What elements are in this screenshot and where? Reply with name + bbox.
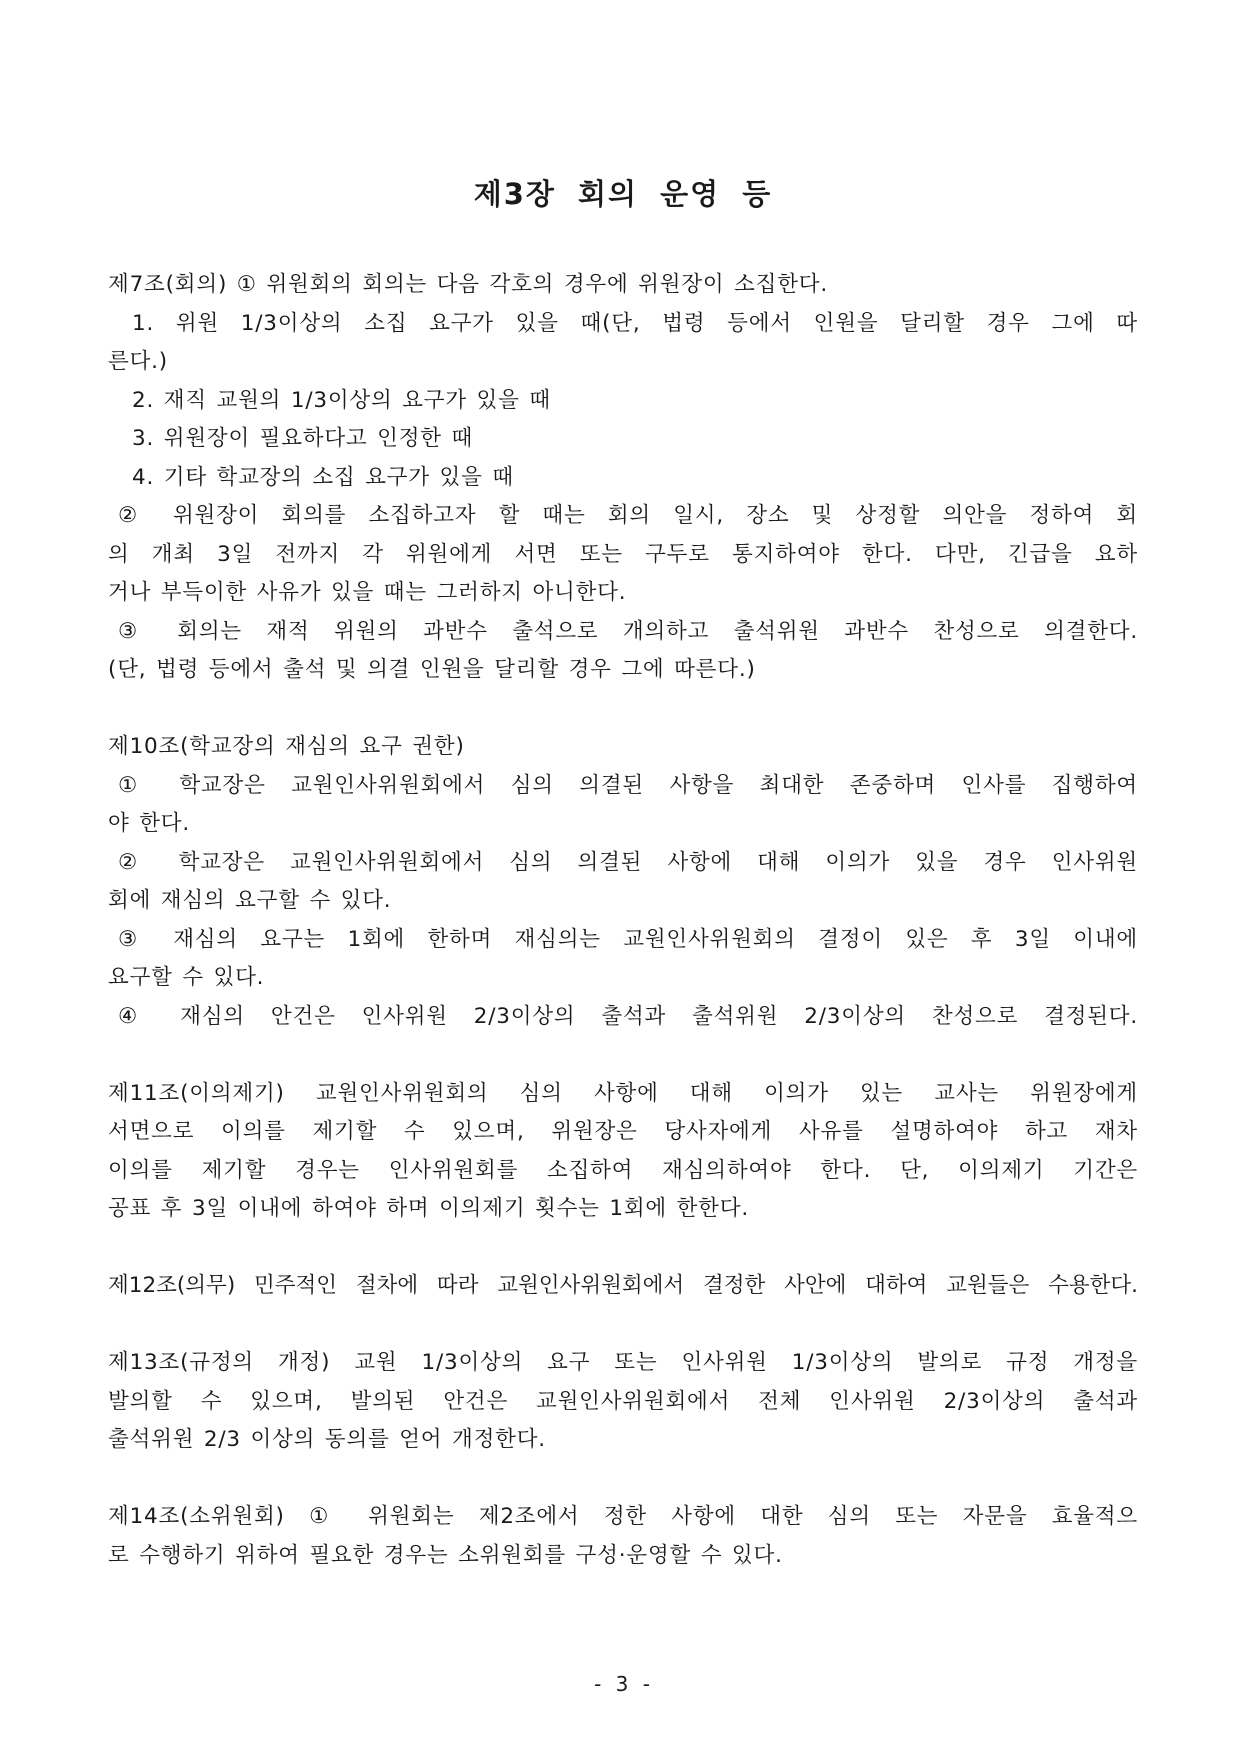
article-7-line: 3. 위원장이 필요하다고 인정한 때 [132,426,474,451]
article-7-line: 거나 부득이한 사유가 있을 때는 그러하지 아니한다. [108,580,627,605]
article-11-line: 공표 후 3일 이내에 하여야 하며 이의제기 횟수는 1회에 한한다. [108,1196,749,1221]
chapter-title: 제3장 회의 운영 등 [473,177,773,211]
article-13-line: 제13조(규정의 개정) 교원 1/3이상의 요구 또는 인사위원 1/3이상의 발의로 규정 개정을 [108,1350,1138,1375]
paragraph-gap [108,1306,1138,1345]
article-13-line: 출석위원 2/3 이상의 동의를 얻어 개정한다. [108,1427,546,1452]
paragraph-gap [108,1460,1138,1499]
article-11-line: 제11조(이의제기) 교원인사위원회의 심의 사항에 대해 이의가 있는 교사는 위원장에게 [108,1080,1138,1106]
document-body [108,266,1138,1575]
article-7-line: 2. 재직 교원의 1/3이상의 요구가 있을 때 [132,387,551,413]
article-11 [108,1075,1138,1229]
article-7-line: 4. 기타 학교장의 소집 요구가 있을 때 [132,464,514,490]
article-14-line: 로 수행하기 위하여 필요한 경우는 소위원회를 구성·운영할 수 있다. [108,1542,783,1568]
article-10-line: ④ 재심의 안건은 인사위원 2/3이상의 출석과 출석위원 2/3이상의 찬성으로 결정된다. [118,1003,1138,1029]
article-10-line: ① 학교장은 교원인사위원회에서 심의 의결된 사항을 최대한 존중하며 인사를 집행하여 [118,772,1138,798]
article-10-line: 요구할 수 있다. [108,965,265,990]
article-7-line: ③ 회의는 재적 위원의 과반수 출석으로 개의하고 출석위원 과반수 찬성으로 의결한다. [118,618,1138,644]
article-10-line: 제10조(학교장의 재심의 요구 권한) [108,734,465,759]
article-7-line: 제7조(회의) ① 위원회의 회의는 다음 각호의 경우에 위원장이 소집한다. [108,272,829,297]
article-7-line: 1. 위원 1/3이상의 소집 요구가 있을 때(단, 법령 등에서 인원을 달리할 경우 그에 따 [132,310,1138,336]
article-14 [108,1498,1138,1575]
article-14-line: 제14조(소위원회) ① 위원회는 제2조에서 정한 사항에 대한 심의 또는 자문을 효율적으 [108,1504,1138,1529]
paragraph-gap [108,690,1138,729]
article-7-line: ② 위원장이 회의를 소집하고자 할 때는 회의 일시, 장소 및 상정할 의안을 정하여 회 [118,503,1138,528]
article-10 [108,728,1138,1036]
article-12 [108,1267,1138,1306]
article-7-line: (단, 법령 등에서 출석 및 의결 인원을 달리할 경우 그에 따른다.) [108,657,756,682]
paragraph-gap [108,1036,1138,1075]
article-10-line: ③ 재심의 요구는 1회에 한하며 재심의는 교원인사위원회의 결정이 있은 후 3일 이내에 [118,926,1138,952]
article-7-line: 의 개최 3일 전까지 각 위원에게 서면 또는 구두로 통지하여야 한다. 다만, 긴급을 요하 [108,541,1138,567]
paragraph-gap [108,1229,1138,1268]
article-11-line: 서면으로 이의를 제기할 수 있으며, 위원장은 당사자에게 사유를 설명하여야 하고 재차 [108,1119,1138,1144]
article-11-line: 이의를 제기할 경우는 인사위원회를 소집하여 재심의하여야 한다. 단, 이의제기 기간은 [108,1157,1138,1183]
article-7 [108,266,1138,690]
article-13-line: 발의할 수 있으며, 발의된 안건은 교원인사위원회에서 전체 인사위원 2/3이상의 출석과 [108,1388,1138,1414]
article-10-line: 야 한다. [108,811,190,836]
document-page [108,0,1138,1753]
page-number: - 3 - [594,1672,652,1696]
article-12-line: 제12조(의무) 민주적인 절차에 따라 교원인사위원회에서 결정한 사안에 대하여 교원들은 수용한다. [108,1273,1138,1298]
article-10-line: 회에 재심의 요구할 수 있다. [108,888,392,913]
article-10-line: ② 학교장은 교원인사위원회에서 심의 의결된 사항에 대해 이의가 있을 경우 인사위원 [118,849,1138,875]
article-7-line: 른다.) [108,349,168,374]
article-13 [108,1344,1138,1460]
